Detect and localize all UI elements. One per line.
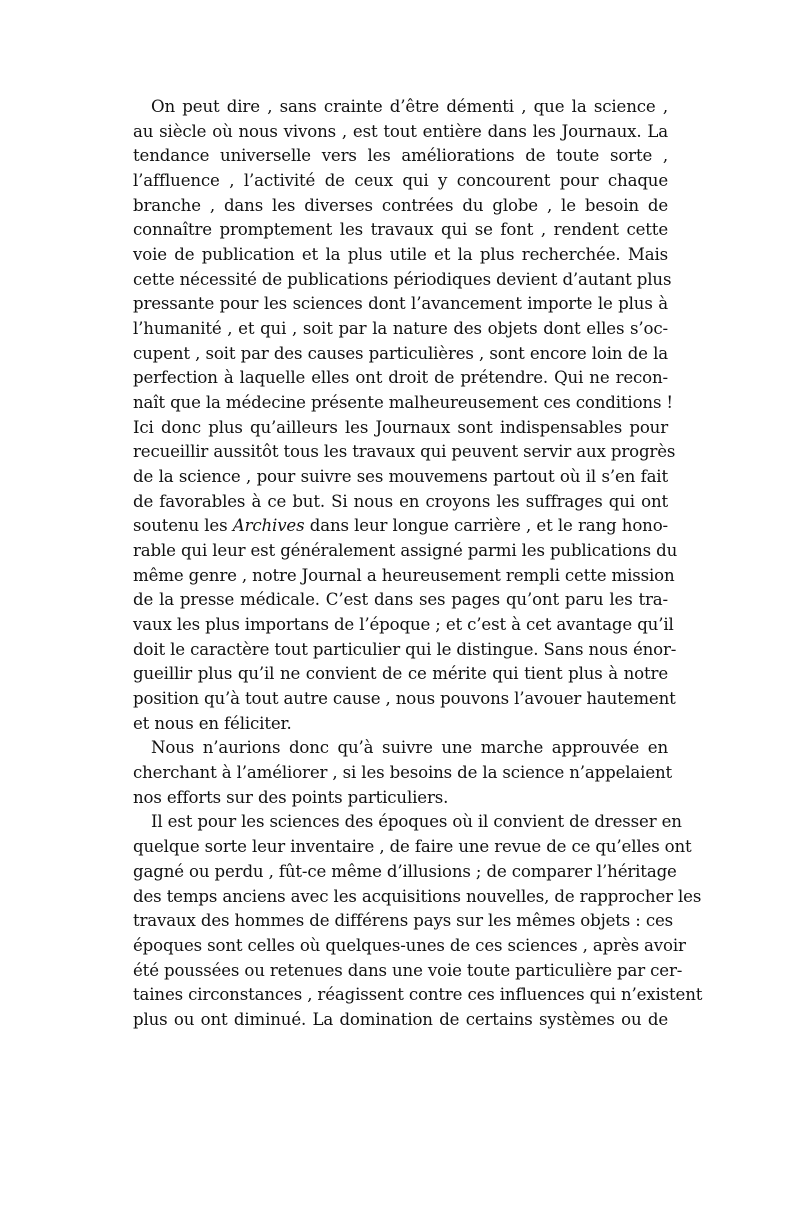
text-line: des temps anciens avec les acquisitions nouvelles, de rapprocher les	[133, 886, 702, 906]
body-text	[133, 95, 703, 1033]
text-line: connaître promptement les travaux qui se font , rendent cette	[133, 220, 668, 240]
text-line: quelque sorte leur inventaire , de faire une revue de ce qu’elles ont	[133, 837, 692, 857]
text-line: l’humanité , et qui , soit par la nature des objets dont elles s’oc-	[133, 319, 668, 339]
text-line: cette nécessité de publications périodiques devient d’autant plus	[133, 269, 672, 289]
paragraph	[133, 736, 673, 810]
text-line: taines circonstances , réagissent contre ces influences qui n’existent	[133, 985, 703, 1005]
text-line: été poussées ou retenues dans une voie toute particulière par cer-	[133, 960, 683, 980]
text-line: époques sont celles où quelques-unes de ces sciences , après avoir	[133, 935, 686, 955]
text-line: doit le caractère tout particulier qui le distingue. Sans nous énor-	[133, 639, 677, 659]
text-line: travaux des hommes de différens pays sur les mêmes objets : ces	[133, 911, 674, 931]
text-segment: dans leur longue carrière , et le rang hono-	[304, 516, 669, 536]
text-line: plus ou ont diminué. La domination de certains systèmes ou de	[133, 1009, 668, 1029]
text-line: même genre , notre Journal a heureusement rempli cette mission	[133, 565, 675, 585]
text-line: gagné ou perdu , fût-ce même d’illusions ; de comparer l’héritage	[133, 861, 677, 881]
text-line: perfection à laquelle elles ont droit de prétendre. Qui ne recon-	[133, 368, 668, 388]
text-line: nos efforts sur des points particuliers.	[133, 787, 449, 807]
text-line: de la presse médicale. C’est dans ses pages qu’ont paru les tra-	[133, 590, 668, 610]
text-line: pressante pour les sciences dont l’avancement importe le plus à	[133, 294, 668, 314]
text-line: Nous n’aurions donc qu’à suivre une marche approuvée en	[151, 738, 668, 758]
text-line: l’affluence , l’activité de ceux qui y concourent pour chaque	[133, 171, 668, 191]
text-line: recueillir aussitôt tous les travaux qui peuvent servir aux progrès	[133, 442, 676, 462]
text-line: et nous en féliciter.	[133, 713, 292, 733]
text-line: vaux les plus importans de l’époque ; et c’est à cet avantage qu’il	[133, 615, 674, 635]
paragraph	[133, 810, 703, 1032]
text-line: branche , dans les diverses contrées du globe , le besoin de	[133, 195, 668, 215]
text-line: On peut dire , sans crainte d’être démenti , que la science ,	[151, 97, 668, 116]
text-line: naît que la médecine présente malheureusement ces conditions !	[133, 393, 673, 413]
text-line: rable qui leur est généralement assigné parmi les publications du	[133, 541, 678, 561]
text-line: position qu’à tout autre cause , nous pouvons l’avouer hautement	[133, 689, 676, 709]
text-line: Il est pour les sciences des époques où il convient de dresser en	[151, 812, 682, 832]
text-line: cherchant à l’améliorer , si les besoins de la science n’appelaient	[133, 763, 673, 783]
text-line: cupent , soit par des causes particulières , sont encore loin de la	[133, 343, 668, 363]
text-line: de la science , pour suivre ses mouvemens partout où il s’en fait	[133, 467, 668, 487]
text-line: Ici donc plus qu’ailleurs les Journaux sont indispensables pour	[133, 417, 668, 437]
text-line: de favorables à ce but. Si nous en croyons les suffrages qui ont	[133, 491, 668, 511]
text-line	[133, 514, 668, 539]
text-line: au siècle où nous vivons , est tout entière dans les Journaux. La	[133, 121, 668, 141]
paragraph	[133, 95, 678, 736]
text-line: gueillir plus qu’il ne convient de ce mérite qui tient plus à notre	[133, 664, 668, 684]
italic-title: Archives	[232, 516, 305, 536]
text-segment: soutenu les	[133, 516, 233, 536]
text-line: tendance universelle vers les améliorations de toute sorte ,	[133, 146, 668, 166]
document-page	[133, 95, 703, 1033]
text-line: voie de publication et la plus utile et la plus recherchée. Mais	[133, 245, 668, 265]
